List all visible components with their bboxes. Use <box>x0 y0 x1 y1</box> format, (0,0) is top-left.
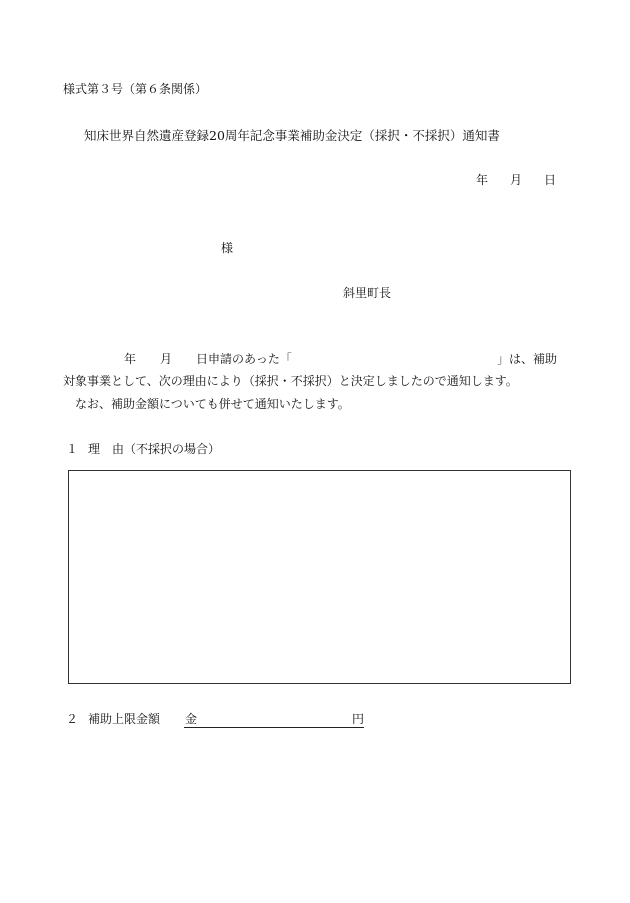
amount-prefix: 金 <box>185 712 198 726</box>
section-1-label: 理 由（不採択の場合） <box>88 442 221 456</box>
body-line-2: 対象事業として、次の理由により（採択・不採択）と決定しましたので通知します。 <box>63 374 518 388</box>
date-line <box>476 172 556 188</box>
applied-year-label: 年 <box>124 352 137 366</box>
body-line-1-end: 」は、補助 <box>497 352 558 366</box>
issuer-name: 斜里町長 <box>343 286 392 300</box>
amount-field[interactable] <box>184 711 364 728</box>
amount-unit: 円 <box>351 712 364 726</box>
section-1-number: １ <box>66 442 79 456</box>
section-2-label: 補助上限金額 <box>88 712 161 726</box>
applied-month-label: 月 <box>160 352 173 366</box>
body-line-3: なお、補助金額についても併せて通知いたします。 <box>75 397 350 411</box>
addressee-honorific: 様 <box>221 241 234 255</box>
section-2-number: ２ <box>66 712 79 726</box>
reason-box[interactable] <box>68 470 571 684</box>
applied-day-label: 日申請のあった「 <box>196 352 292 366</box>
date-day-label: 日 <box>544 173 557 187</box>
date-month-label: 月 <box>510 173 523 187</box>
document-title: 知床世界自然遺産登録20周年記念事業補助金決定（採択・不採択）通知書 <box>84 128 500 143</box>
section-2-heading <box>66 711 160 727</box>
date-year-label: 年 <box>476 173 489 187</box>
form-number: 様式第３号（第６条関係） <box>63 82 208 96</box>
section-1-heading <box>66 441 220 457</box>
